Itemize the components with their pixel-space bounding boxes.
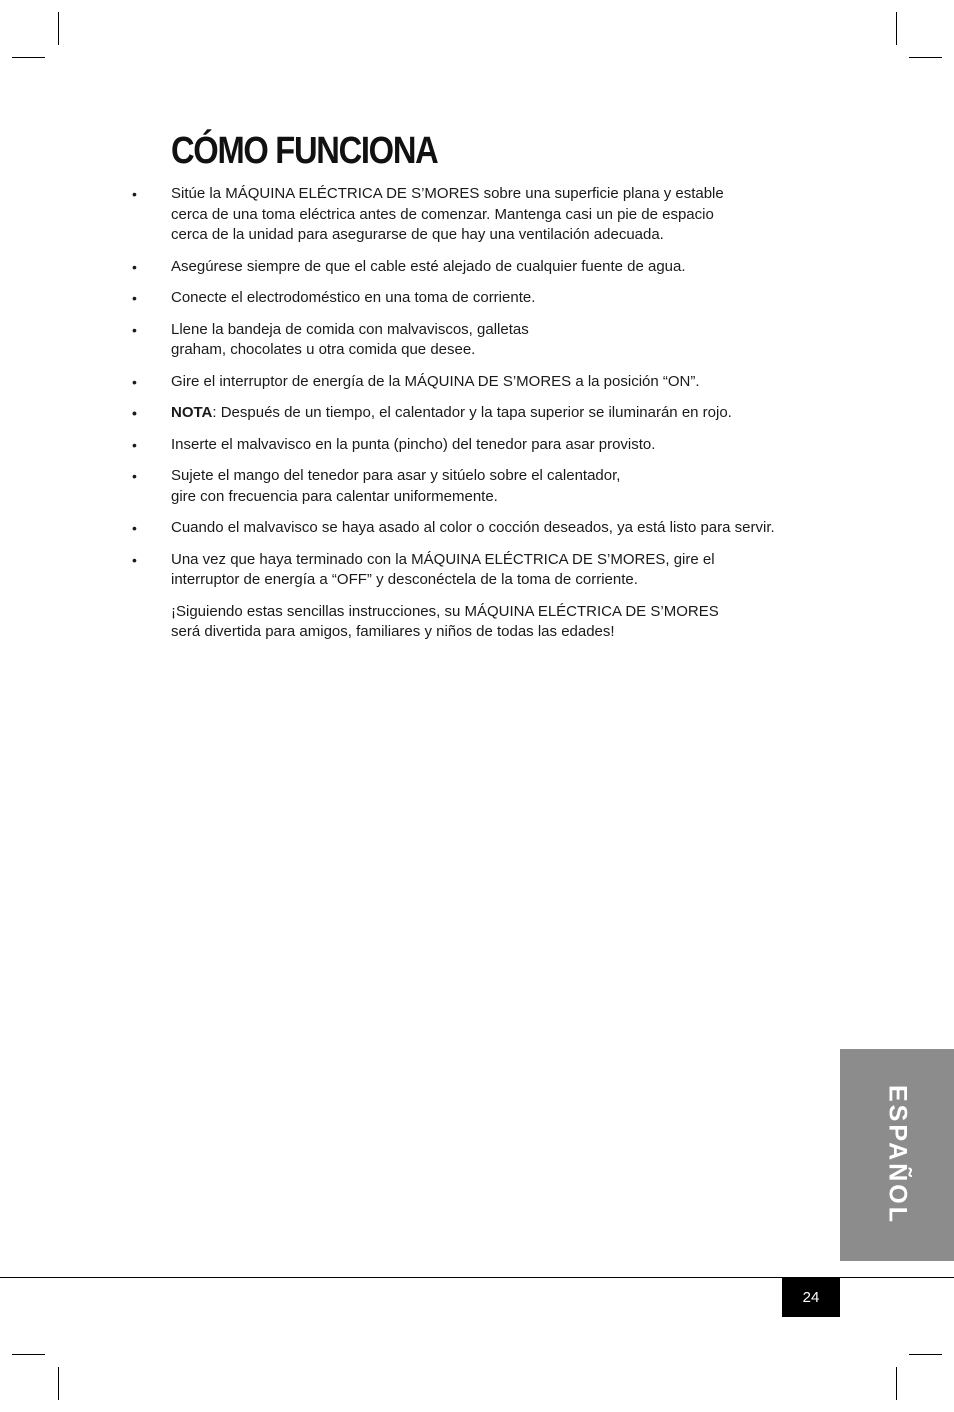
bullet-marker: •	[132, 373, 137, 390]
crop-mark	[12, 1354, 45, 1355]
bullet-marker: •	[132, 468, 137, 484]
bullet-marker: •	[132, 551, 137, 568]
list-item	[0, 257, 954, 278]
crop-mark	[909, 1354, 942, 1355]
text-content: cerca de la unidad para asegurarse de que hay una ventilación adecuada.	[171, 226, 664, 243]
list-item	[0, 372, 954, 393]
list-item	[0, 320, 954, 361]
text-line	[171, 403, 811, 424]
crop-mark	[58, 1367, 59, 1400]
text-line	[171, 550, 811, 571]
text-content: graham, chocolates u otra comida que desee.	[171, 341, 476, 358]
list-item-text	[171, 466, 811, 507]
list-item-text	[171, 184, 811, 246]
text-content: interruptor de energía a “OFF” y desconéctela de la toma de corriente.	[171, 571, 638, 588]
text-content: ¡Siguiendo estas sencillas instrucciones, su MÁQUINA ELÉCTRICA DE S’MORES	[171, 602, 719, 620]
text-content: Inserte el malvavisco en la punta (pincho) del tenedor para asar provisto.	[171, 435, 656, 453]
note-label: NOTA	[171, 404, 213, 421]
text-content: Gire el interruptor de energía de la MÁQUINA DE S’MORES a la posición “ON”.	[171, 372, 700, 390]
text-line	[171, 435, 811, 456]
text-line	[171, 257, 811, 278]
text-line	[171, 487, 811, 508]
text-line	[171, 288, 811, 309]
text-content: Cuando el malvavisco se haya asado al color o cocción deseados, ya está listo para servir.	[171, 519, 775, 536]
list-item-text	[171, 288, 811, 309]
text-content: Sitúe la MÁQUINA ELÉCTRICA DE S’MORES sobre una superficie plana y estable	[171, 185, 724, 202]
text-content: : Después de un tiempo, el calentador y la tapa superior se iluminarán en rojo.	[212, 404, 732, 421]
list-item	[0, 403, 954, 424]
text-content: Asegúrese siempre de que el cable esté alejado de cualquier fuente de agua.	[171, 257, 686, 275]
text-line	[171, 622, 811, 643]
text-line	[171, 184, 811, 205]
text-content: Conecte el electrodoméstico en una toma de corriente.	[171, 289, 536, 306]
text-line	[171, 320, 811, 341]
list-item	[0, 184, 954, 246]
list-item-text	[171, 435, 811, 456]
text-content: Llene la bandeja de comida con malvaviscos, galletas	[171, 320, 529, 338]
list-item	[0, 550, 954, 591]
crop-mark	[12, 57, 45, 58]
bullet-marker: •	[132, 321, 137, 338]
text-line	[171, 225, 811, 246]
language-tab	[840, 1049, 954, 1261]
bullet-marker: •	[132, 258, 137, 275]
instruction-list	[0, 184, 954, 654]
crop-mark	[58, 12, 59, 45]
text-content: cerca de una toma eléctrica antes de comenzar. Mantenga casi un pie de espacio	[171, 205, 714, 223]
list-item	[0, 602, 954, 643]
text-line	[171, 602, 811, 623]
list-item-text	[171, 550, 811, 591]
bullet-marker: •	[132, 405, 137, 421]
language-tab-label: ESPAÑOL	[883, 1085, 912, 1225]
text-line	[171, 518, 811, 539]
text-content: gire con frecuencia para calentar uniformemente.	[171, 487, 498, 505]
text-line	[171, 372, 811, 393]
crop-mark	[909, 57, 942, 58]
list-item-text	[171, 518, 811, 539]
text-content: Una vez que haya terminado con la MÁQUINA ELÉCTRICA DE S’MORES, gire el	[171, 550, 715, 568]
list-item	[0, 466, 954, 507]
text-content: será divertida para amigos, familiares y niños de todas las edades!	[171, 623, 615, 640]
list-item-text	[171, 372, 811, 393]
list-item-text	[171, 602, 811, 643]
list-item	[0, 288, 954, 309]
text-line	[171, 570, 811, 591]
text-line	[171, 466, 811, 487]
text-content: Sujete el mango del tenedor para asar y sitúelo sobre el calentador,	[171, 467, 621, 484]
page-title: CÓMO FUNCIONA	[171, 130, 438, 172]
crop-mark	[896, 12, 897, 45]
bullet-marker: •	[132, 520, 137, 536]
text-line	[171, 205, 811, 226]
crop-mark	[896, 1367, 897, 1400]
bullet-marker: •	[132, 186, 137, 202]
list-item	[0, 518, 954, 539]
bullet-marker: •	[132, 436, 137, 453]
bullet-marker: •	[132, 290, 137, 306]
list-item-text	[171, 320, 811, 361]
page-number: 24	[782, 1278, 840, 1317]
text-line	[171, 340, 811, 361]
list-item	[0, 435, 954, 456]
list-item-text	[171, 257, 811, 278]
list-item-text	[171, 403, 811, 424]
